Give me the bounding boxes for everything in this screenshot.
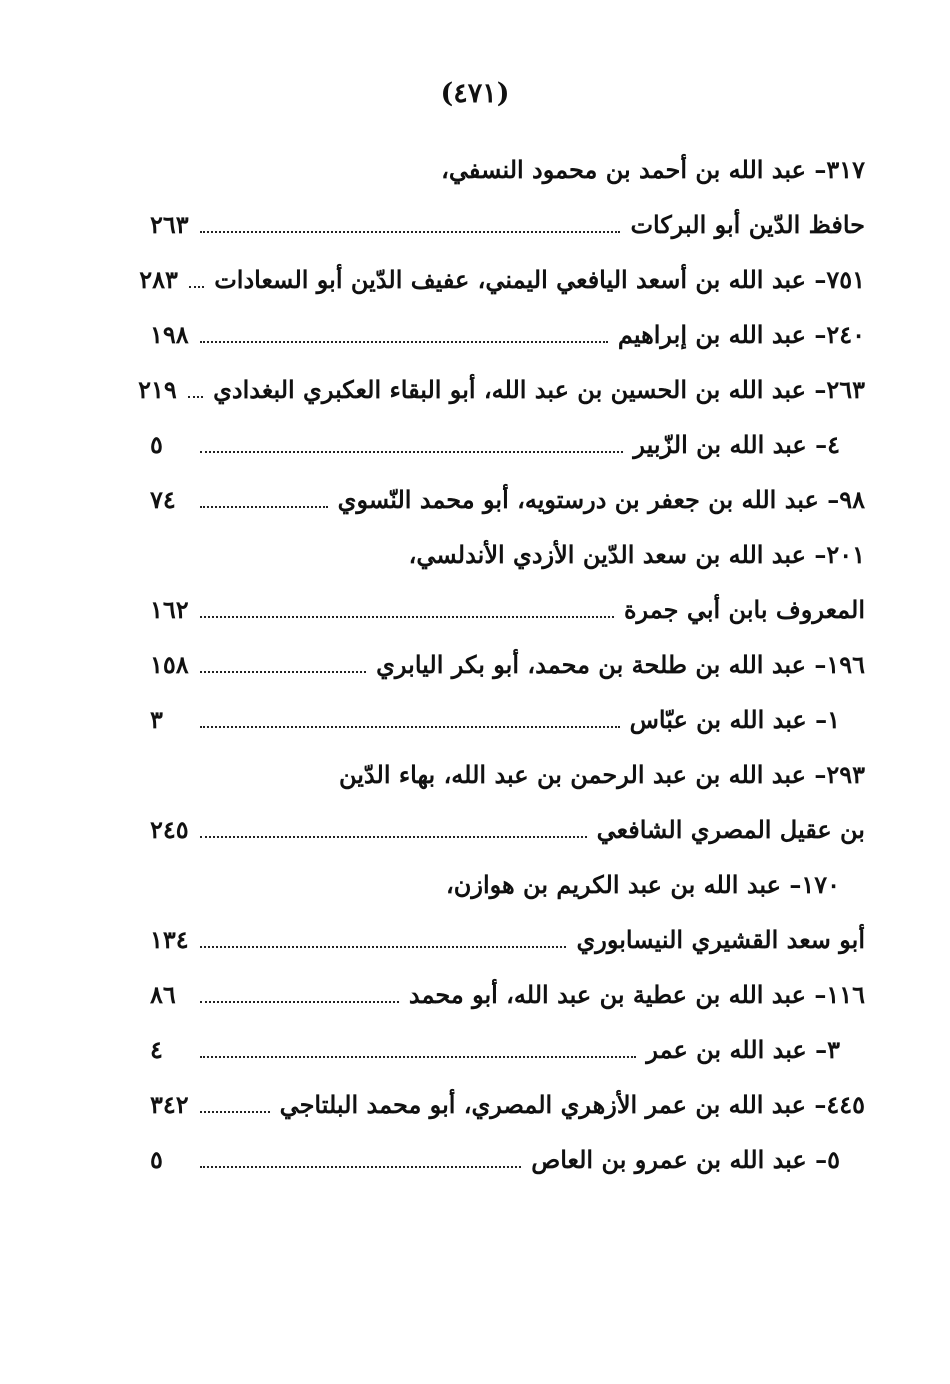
index-entry — [150, 527, 865, 582]
dot-leader — [200, 946, 566, 948]
entry-page-number: ٣ — [150, 704, 163, 734]
entry-page-number: ٢١٩ — [138, 374, 177, 404]
entry-text: ٢٦٣– عبد الله بن الحسين بن عبد الله، أبو البقاء العكبري البغدادي — [213, 374, 865, 404]
entry-text: ٢٤٠– عبد الله بن إبراهيم — [617, 319, 865, 349]
entry-text: حافظ الدّين أبو البركات — [630, 209, 865, 239]
entry-text: ٥– عبد الله بن عمرو بن العاص — [531, 1144, 840, 1174]
entry-text: ٧٥١– عبد الله بن أسعد اليافعي اليمني، عفيف الدّين أبو السعادات — [214, 264, 865, 294]
index-entry — [150, 582, 865, 637]
dot-leader — [200, 1001, 399, 1003]
index-entry — [150, 197, 865, 252]
index-entry — [138, 362, 865, 417]
entry-page-number: ١٦٢ — [150, 594, 189, 624]
entry-page-number: ٣٤٢ — [150, 1089, 189, 1119]
entry-text: ٤٤٥– عبد الله بن عمر الأزهري المصري، أبو محمد البلتاجي — [279, 1089, 865, 1119]
index-entry — [150, 967, 865, 1022]
index-entry — [150, 747, 865, 802]
index-entry — [150, 1077, 865, 1132]
index-entry — [150, 802, 865, 857]
entry-text: ٣– عبد الله بن عمر — [646, 1034, 840, 1064]
index-entry — [139, 252, 865, 307]
entry-page-number: ٤ — [150, 1034, 163, 1064]
index-entry — [150, 142, 865, 197]
dot-leader — [200, 1166, 521, 1168]
dot-leader — [200, 836, 587, 838]
entry-page-number: ٥ — [150, 1144, 163, 1174]
entry-page-number: ٢٦٣ — [150, 209, 189, 239]
dot-leader — [189, 286, 204, 288]
dot-leader — [200, 506, 328, 508]
entry-text: ٩٨– عبد الله بن جعفر بن درستويه، أبو محمد النّسوي — [337, 484, 865, 514]
index-entry — [150, 692, 865, 747]
dot-leader — [200, 671, 366, 673]
index-entry — [150, 307, 865, 362]
entry-page-number: ٥ — [150, 429, 163, 459]
index-entry — [150, 857, 865, 912]
entry-page-number: ١٥٨ — [150, 649, 189, 679]
dot-leader — [200, 616, 614, 618]
dot-leader — [200, 1111, 270, 1113]
entry-text: أبو سعد القشيري النيسابوري — [576, 924, 865, 954]
entry-text: ٣١٧– عبد الله بن أحمد بن محمود النسفي، — [441, 154, 865, 184]
index-list — [138, 142, 865, 1187]
entry-page-number: ٢٨٣ — [139, 264, 178, 294]
entry-text: ١١٦– عبد الله بن عطية بن عبد الله، أبو محمد — [408, 979, 865, 1009]
entry-text: ١٩٦– عبد الله بن طلحة بن محمد، أبو بكر اليابري — [376, 649, 865, 679]
index-entry — [150, 472, 865, 527]
index-entry — [150, 1132, 865, 1187]
index-entry — [150, 912, 865, 967]
dot-leader — [200, 231, 620, 233]
index-entry — [150, 637, 865, 692]
entry-page-number: ٧٤ — [150, 484, 176, 514]
entry-text: ١– عبد الله بن عبّاس — [629, 704, 840, 734]
index-entry — [150, 1022, 865, 1077]
entry-page-number: ٢٤٥ — [150, 814, 189, 844]
entry-page-number: ٨٦ — [150, 979, 176, 1009]
entry-text: بن عقيل المصري الشافعي — [596, 814, 865, 844]
page-number: (٤٧١) — [440, 78, 510, 109]
entry-page-number: ١٣٤ — [150, 924, 189, 954]
entry-text: ١٧٠– عبد الله بن عبد الكريم بن هوازن، — [446, 869, 840, 899]
entry-page-number: ١٩٨ — [150, 319, 189, 349]
dot-leader — [200, 1056, 636, 1058]
dot-leader — [188, 396, 203, 398]
dot-leader — [200, 451, 623, 453]
entry-text: ٤– عبد الله بن الزّبير — [633, 429, 840, 459]
index-entry — [150, 417, 865, 472]
entry-text: ٢٠١– عبد الله بن سعد الدّين الأزدي الأندلسي، — [408, 539, 865, 569]
dot-leader — [200, 726, 620, 728]
entry-text: ٢٩٣– عبد الله بن عبد الرحمن بن عبد الله، بهاء الدّين — [338, 759, 865, 789]
dot-leader — [200, 341, 608, 343]
entry-text: المعروف بابن أبي جمرة — [623, 594, 865, 624]
